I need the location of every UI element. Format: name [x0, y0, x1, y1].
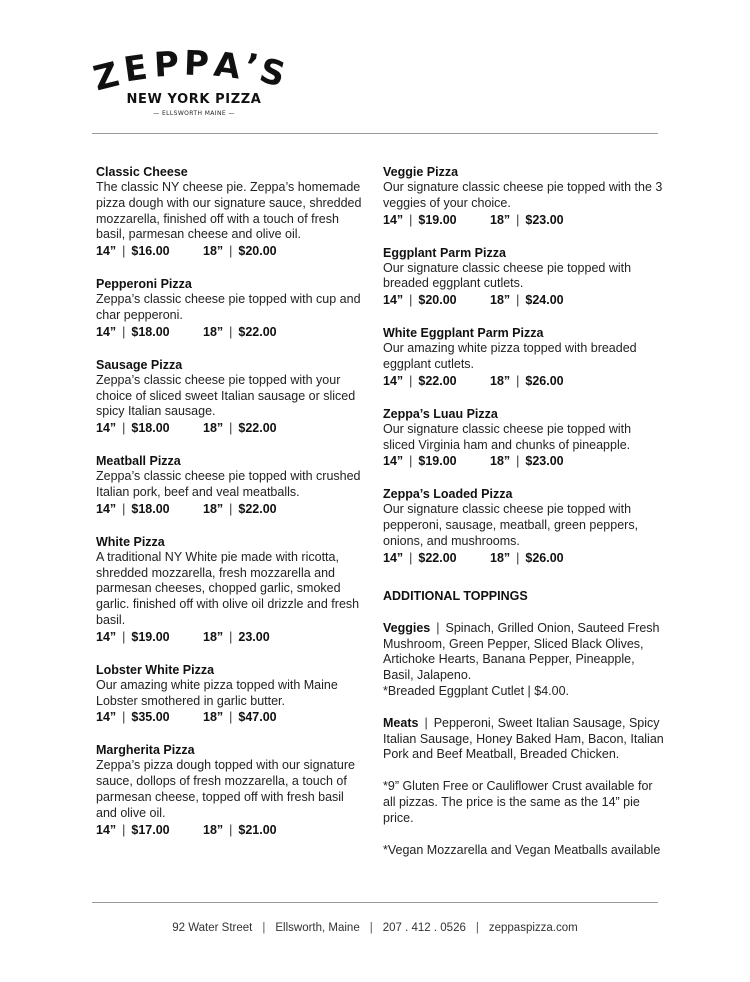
size-label: 18”	[203, 822, 224, 837]
item-description: Zeppa’s classic cheese pie topped with your choice of sliced sweet Italian sausage or sliced spicy Italian sausage.	[96, 372, 356, 419]
size-label: 14”	[96, 710, 117, 725]
item-description: Our amazing white pizza topped with breaded eggplant cutlets.	[383, 341, 637, 371]
size-label: 18”	[203, 421, 224, 436]
menu-item	[96, 742, 368, 837]
item-description: Zeppa’s pizza dough topped with our signature sauce, dollops of fresh mozzarella, a touch of parmesan cheese, topped off with fresh basil and olive oil.	[96, 758, 355, 820]
price: $21.00	[238, 822, 277, 837]
price: $20.00	[238, 244, 277, 259]
item-name: Margherita Pizza	[96, 743, 195, 758]
size-label: 14”	[96, 822, 117, 837]
item-description: The classic NY cheese pie. Zeppa’s homemade pizza dough with our signature sauce, shredded mozzarella, finished off with a touch of fresh basil, parmesan cheese and olive oil.	[96, 180, 362, 242]
price: $16.00	[131, 244, 170, 259]
size-label: 18”	[203, 710, 224, 725]
price-separator: |	[229, 324, 233, 339]
price: $22.00	[238, 501, 277, 516]
size-label: 18”	[490, 373, 511, 388]
price: $17.00	[131, 822, 170, 837]
item-prices	[96, 501, 368, 517]
item-name: Eggplant Parm Pizza	[383, 245, 506, 260]
logo-letter: A	[211, 44, 243, 88]
item-name: White Pizza	[96, 534, 165, 549]
item-description: Our amazing white pizza topped with Maine Lobster smothered in garlic butter.	[96, 677, 338, 708]
price-separator: |	[516, 293, 520, 308]
logo-letter: Z	[89, 54, 124, 100]
item-prices	[96, 629, 368, 645]
menu-item	[96, 534, 368, 645]
logo	[89, 43, 297, 123]
item-description: Our signature classic cheese pie topped with pepperoni, sausage, meatball, green peppers, onions, and mushrooms.	[383, 502, 639, 548]
price: $19.00	[131, 629, 170, 644]
item-description: Zeppa’s classic cheese pie topped with crushed Italian pork, beef and veal meatballs.	[96, 469, 361, 499]
veggies-extra: *Breaded Eggplant Cutlet | $4.00.	[383, 683, 570, 698]
menu-item	[96, 276, 368, 340]
veggie-toppings	[383, 621, 665, 700]
price: $26.00	[525, 550, 564, 565]
footer-separator: |	[262, 922, 266, 934]
menu-item	[96, 662, 368, 726]
size-label: 14”	[383, 293, 404, 308]
price: $20.00	[418, 293, 457, 308]
topping-separator: |	[424, 715, 428, 730]
meats-list: Pepperoni, Sweet Italian Sausage, Spicy Italian Sausage, Honey Baked Ham, Bacon, Italian Pork and Beef Meatball, Breaded Chicken.	[383, 715, 664, 762]
price: 23.00	[238, 629, 270, 644]
item-name: Meatball Pizza	[96, 454, 181, 469]
price-separator: |	[229, 710, 233, 725]
size-label: 14”	[96, 421, 117, 436]
veggies-list: Spinach, Grilled Onion, Sauteed Fresh Mushroom, Green Pepper, Sliced Black Olives, Artichoke Hearts, Banana Pepper, Pineapple, Basil, Jalapeno.	[383, 620, 660, 683]
size-label: 14”	[96, 244, 117, 259]
price: $24.00	[525, 293, 564, 308]
size-label: 18”	[203, 629, 224, 644]
logo-letter: P	[183, 43, 210, 85]
price-separator: |	[122, 421, 126, 436]
size-label: 18”	[490, 212, 511, 227]
price: $26.00	[525, 373, 564, 388]
additional-toppings-heading: ADDITIONAL TOPPINGS	[383, 588, 528, 603]
price-separator: |	[122, 324, 126, 339]
item-prices	[383, 453, 665, 469]
size-label: 14”	[383, 550, 404, 565]
price-separator: |	[516, 212, 520, 227]
price-separator: |	[409, 550, 413, 565]
logo-letter: S	[255, 50, 290, 96]
item-prices	[96, 324, 368, 340]
price-separator: |	[409, 212, 413, 227]
menu-item	[96, 453, 368, 517]
price: $18.00	[131, 501, 170, 516]
price-separator: |	[229, 629, 233, 644]
item-name: White Eggplant Parm Pizza	[383, 326, 544, 341]
item-prices	[383, 292, 665, 308]
item-name: Veggie Pizza	[383, 165, 459, 179]
price: $19.00	[418, 454, 457, 469]
size-label: 14”	[96, 501, 117, 516]
menu-item	[383, 486, 665, 565]
menu-column-right	[383, 164, 665, 874]
size-label: 18”	[203, 324, 224, 339]
item-prices	[96, 420, 368, 436]
price: $19.00	[418, 212, 457, 227]
top-divider	[92, 133, 658, 134]
footer-separator: |	[475, 922, 479, 934]
item-prices	[383, 550, 665, 566]
footer-city: Ellsworth, Maine	[275, 922, 360, 934]
price: $22.00	[418, 373, 457, 388]
item-prices	[96, 709, 368, 725]
menu-item	[383, 245, 665, 309]
price-separator: |	[122, 822, 126, 837]
menu-item	[96, 357, 368, 436]
topping-separator: |	[436, 620, 440, 635]
item-name: Sausage Pizza	[96, 357, 183, 372]
price-separator: |	[516, 550, 520, 565]
price-separator: |	[122, 710, 126, 725]
footer-address: 92 Water Street	[172, 922, 253, 934]
size-label: 18”	[490, 454, 511, 469]
logo-letter: E	[121, 47, 150, 91]
item-description: Zeppa’s classic cheese pie topped with cup and char pepperoni.	[96, 292, 361, 322]
item-name: Zeppa’s Loaded Pizza	[383, 487, 513, 502]
price: $23.00	[525, 454, 564, 469]
item-prices	[96, 243, 368, 259]
price: $23.00	[525, 212, 564, 227]
menu-item	[383, 164, 665, 228]
size-label: 14”	[96, 629, 117, 644]
size-label: 18”	[490, 293, 511, 308]
size-label: 18”	[203, 244, 224, 259]
menu-item	[383, 406, 665, 470]
size-label: 18”	[490, 550, 511, 565]
footer-phone: 207 . 412 . 0526	[382, 922, 466, 934]
price-separator: |	[229, 421, 233, 436]
bottom-divider	[92, 902, 658, 903]
logo-location: — ELLSWORTH MAINE —	[153, 110, 235, 117]
logo-letter: P	[152, 44, 180, 86]
item-description: Our signature classic cheese pie topped with breaded eggplant cutlets.	[383, 260, 632, 291]
price-separator: |	[409, 293, 413, 308]
footer	[92, 922, 658, 934]
logo-subtitle: NEW YORK PIZZA	[126, 92, 262, 107]
item-name: Pepperoni Pizza	[96, 277, 192, 292]
price: $18.00	[131, 421, 170, 436]
item-prices	[383, 373, 665, 389]
veggies-label: Veggies	[383, 620, 431, 635]
price-separator: |	[122, 629, 126, 644]
meats-label: Meats	[383, 715, 419, 730]
item-name: Lobster White Pizza	[96, 662, 215, 677]
menu-item	[96, 164, 368, 259]
price-separator: |	[229, 244, 233, 259]
vegan-note: *Vegan Mozzarella and Vegan Meatballs available	[383, 842, 661, 857]
size-label: 14”	[383, 454, 404, 469]
meat-toppings	[383, 716, 665, 763]
price-separator: |	[229, 501, 233, 516]
item-description: Our signature classic cheese pie topped with the 3 veggies of your choice.	[383, 180, 663, 210]
size-label: 18”	[203, 501, 224, 516]
item-prices	[383, 212, 665, 228]
item-description: A traditional NY White pie made with ricotta, shredded mozzarella, fresh mozzarella and parmesan cheeses, chopped garlic, smoked garlic. finished off with olive oil drizzle and fresh basil.	[96, 549, 360, 627]
menu-item	[383, 325, 665, 389]
price-separator: |	[122, 501, 126, 516]
price: $22.00	[238, 421, 277, 436]
price: $18.00	[131, 324, 170, 339]
price: $22.00	[238, 324, 277, 339]
menu-column-left	[96, 164, 368, 855]
footer-separator: |	[369, 922, 373, 934]
size-label: 14”	[383, 212, 404, 227]
price: $22.00	[418, 550, 457, 565]
price-separator: |	[516, 454, 520, 469]
price-separator: |	[516, 373, 520, 388]
price-separator: |	[229, 822, 233, 837]
gluten-free-note: *9” Gluten Free or Cauliflower Crust available for all pizzas. The price is the same as the 14” pie price.	[383, 779, 653, 825]
size-label: 14”	[383, 373, 404, 388]
item-name: Zeppa’s Luau Pizza	[383, 406, 498, 421]
price: $47.00	[238, 710, 277, 725]
footer-website: zeppaspizza.com	[488, 922, 578, 934]
price-separator: |	[409, 454, 413, 469]
item-prices	[96, 822, 368, 838]
item-name: Classic Cheese	[96, 165, 188, 179]
logo-letter: ’	[241, 46, 262, 88]
price-separator: |	[122, 244, 126, 259]
price-separator: |	[409, 373, 413, 388]
price: $35.00	[131, 710, 170, 725]
size-label: 14”	[96, 324, 117, 339]
item-description: Our signature classic cheese pie topped with sliced Virginia ham and chunks of pineapple.	[383, 421, 632, 452]
